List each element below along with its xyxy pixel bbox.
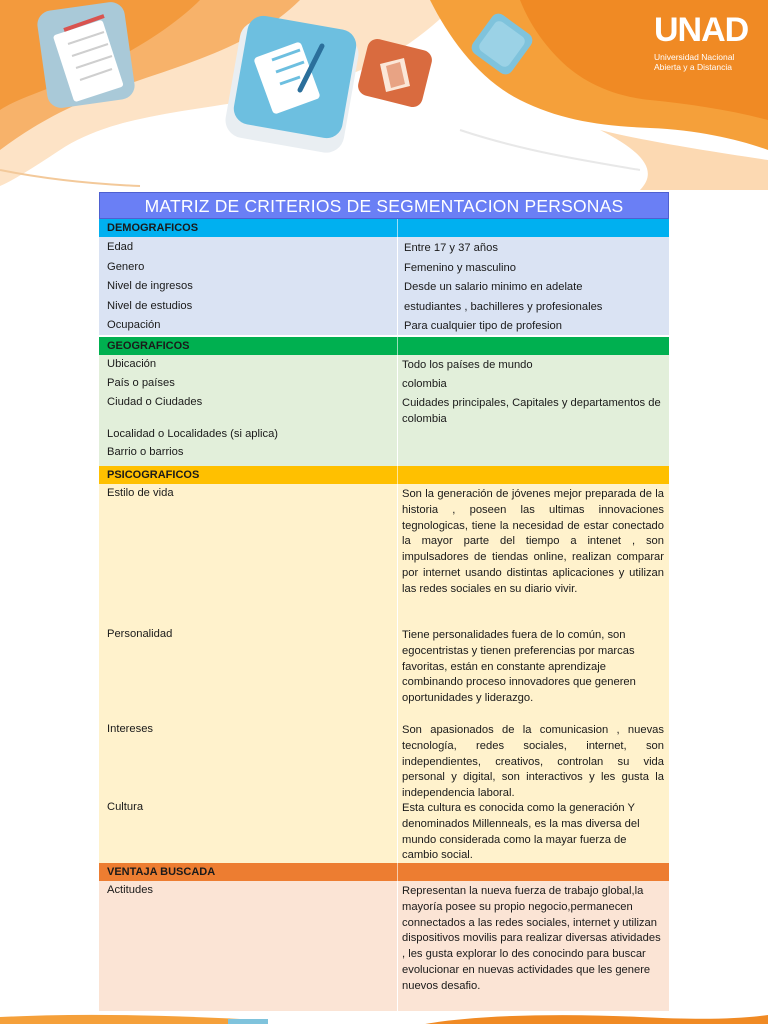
column-divider xyxy=(397,237,398,335)
row-value: Representan la nueva fuerza de trabajo global,la mayoría posee su propio negocio,permanecen connectados a las redes sociales, internet y utilizan dispositivos movilis para realizar diversas atividades , les gusta explorar lo des conocindo para buscar evolucionar en nuevas actividades que les genere nuevos desafio. xyxy=(402,885,661,992)
row-label: Estilo de vida xyxy=(107,487,174,499)
row-label: Nivel de estudios xyxy=(107,299,193,312)
notepad-icon xyxy=(36,0,137,109)
column-divider xyxy=(397,337,398,355)
unad-logo xyxy=(654,8,754,78)
column-divider xyxy=(397,881,398,1012)
logo-subtitle-line1: Universidad Nacional xyxy=(654,52,735,62)
row-value: Femenino y masculino xyxy=(404,261,516,274)
row-value: estudiantes , bachilleres y profesionales xyxy=(404,300,603,313)
section-header-geograficos xyxy=(99,337,669,355)
row-value: Son apasionados de la comunicasion , nuevas tecnología, redes sociales, internet, son independientes, creativos, controlan su vida personal y digital, son interactivos y les gusta la independencia laboral. xyxy=(402,724,664,800)
column-divider xyxy=(397,466,398,484)
section-header-psicograficos xyxy=(99,466,669,484)
row-label: Actitudes xyxy=(107,884,154,896)
footer-decoration xyxy=(0,1010,768,1024)
row-label: Personalidad xyxy=(107,628,173,640)
row-value: Desde un salario minimo en adelate xyxy=(404,281,583,293)
section-title: VENTAJA BUSCADA xyxy=(107,866,216,878)
section-header-ventaja xyxy=(99,863,669,881)
row-label: País o países xyxy=(107,377,175,389)
row-value: Para cualquier tipo de profesion xyxy=(404,320,562,332)
row-label: Ciudad o Ciudades xyxy=(107,396,203,408)
row-label: Localidad o Localidades (si aplica) xyxy=(107,428,279,440)
column-divider xyxy=(397,219,398,237)
segmentation-matrix xyxy=(99,192,669,1012)
row-value: Esta cultura es conocida como la generación Y denominados Millenneals, es la mas diversa del mundo considerada como la mayar fuerza de cambio social. xyxy=(402,802,640,862)
section-title: GEOGRAFICOS xyxy=(107,340,190,352)
section-title: PSICOGRAFICOS xyxy=(107,469,200,481)
section-body-geograficos xyxy=(99,355,669,466)
header-shapes xyxy=(0,0,768,190)
row-label: Ocupación xyxy=(107,319,161,331)
section-title: DEMOGRAFICOS xyxy=(107,222,199,234)
row-label: Ubicación xyxy=(107,358,157,370)
row-label: Barrio o barrios xyxy=(107,446,184,458)
row-value: Son la generación de jóvenes mejor preparada de la historia , poseen las ultimas innovaciones tegnologicas, tiene la necesidad de estar conectado la mayor parte del tiempo a intenet , son impulsadores de tiendas online, realizan comparar por internet usando distintas aplicaciones y utilizan las redes sociales en su diario vivir. xyxy=(402,488,664,595)
header-decoration xyxy=(0,0,768,190)
row-value: Entre 17 y 37 años xyxy=(404,242,498,254)
column-divider xyxy=(397,355,398,466)
row-value: Todo los países de mundo xyxy=(402,359,533,371)
row-value: Tiene personalidades fuera de lo común, son egocentristas y tienen preferencias por marcas favoritas, están en constante aprendizaje combinando proceso innovadores que generen oportunidades y liderazgo. xyxy=(402,629,636,705)
logo-subtitle xyxy=(654,52,754,72)
logo-mark: UNAD xyxy=(654,11,749,49)
row-label: Cultura xyxy=(107,801,144,813)
matrix-title: MATRIZ DE CRITERIOS DE SEGMENTACION PERSONAS xyxy=(99,192,669,219)
row-label: Genero xyxy=(107,260,145,273)
row-label: Intereses xyxy=(107,723,154,735)
column-divider xyxy=(397,863,398,881)
section-body-psicograficos xyxy=(99,484,669,863)
logo-subtitle-line2: Abierta y a Distancia xyxy=(654,62,732,72)
column-divider xyxy=(397,484,398,863)
row-label: Edad xyxy=(107,241,134,253)
section-body-demograficos xyxy=(99,237,669,335)
row-value: colombia xyxy=(402,378,447,390)
row-label: Nivel de ingresos xyxy=(107,280,193,292)
section-header-demograficos xyxy=(99,219,669,237)
footer-shapes xyxy=(0,1011,768,1024)
clipboard-icon xyxy=(223,13,362,155)
section-body-ventaja xyxy=(99,881,669,1012)
row-value: Cuidades principales, Capitales y departamentos de colombia xyxy=(402,397,661,425)
